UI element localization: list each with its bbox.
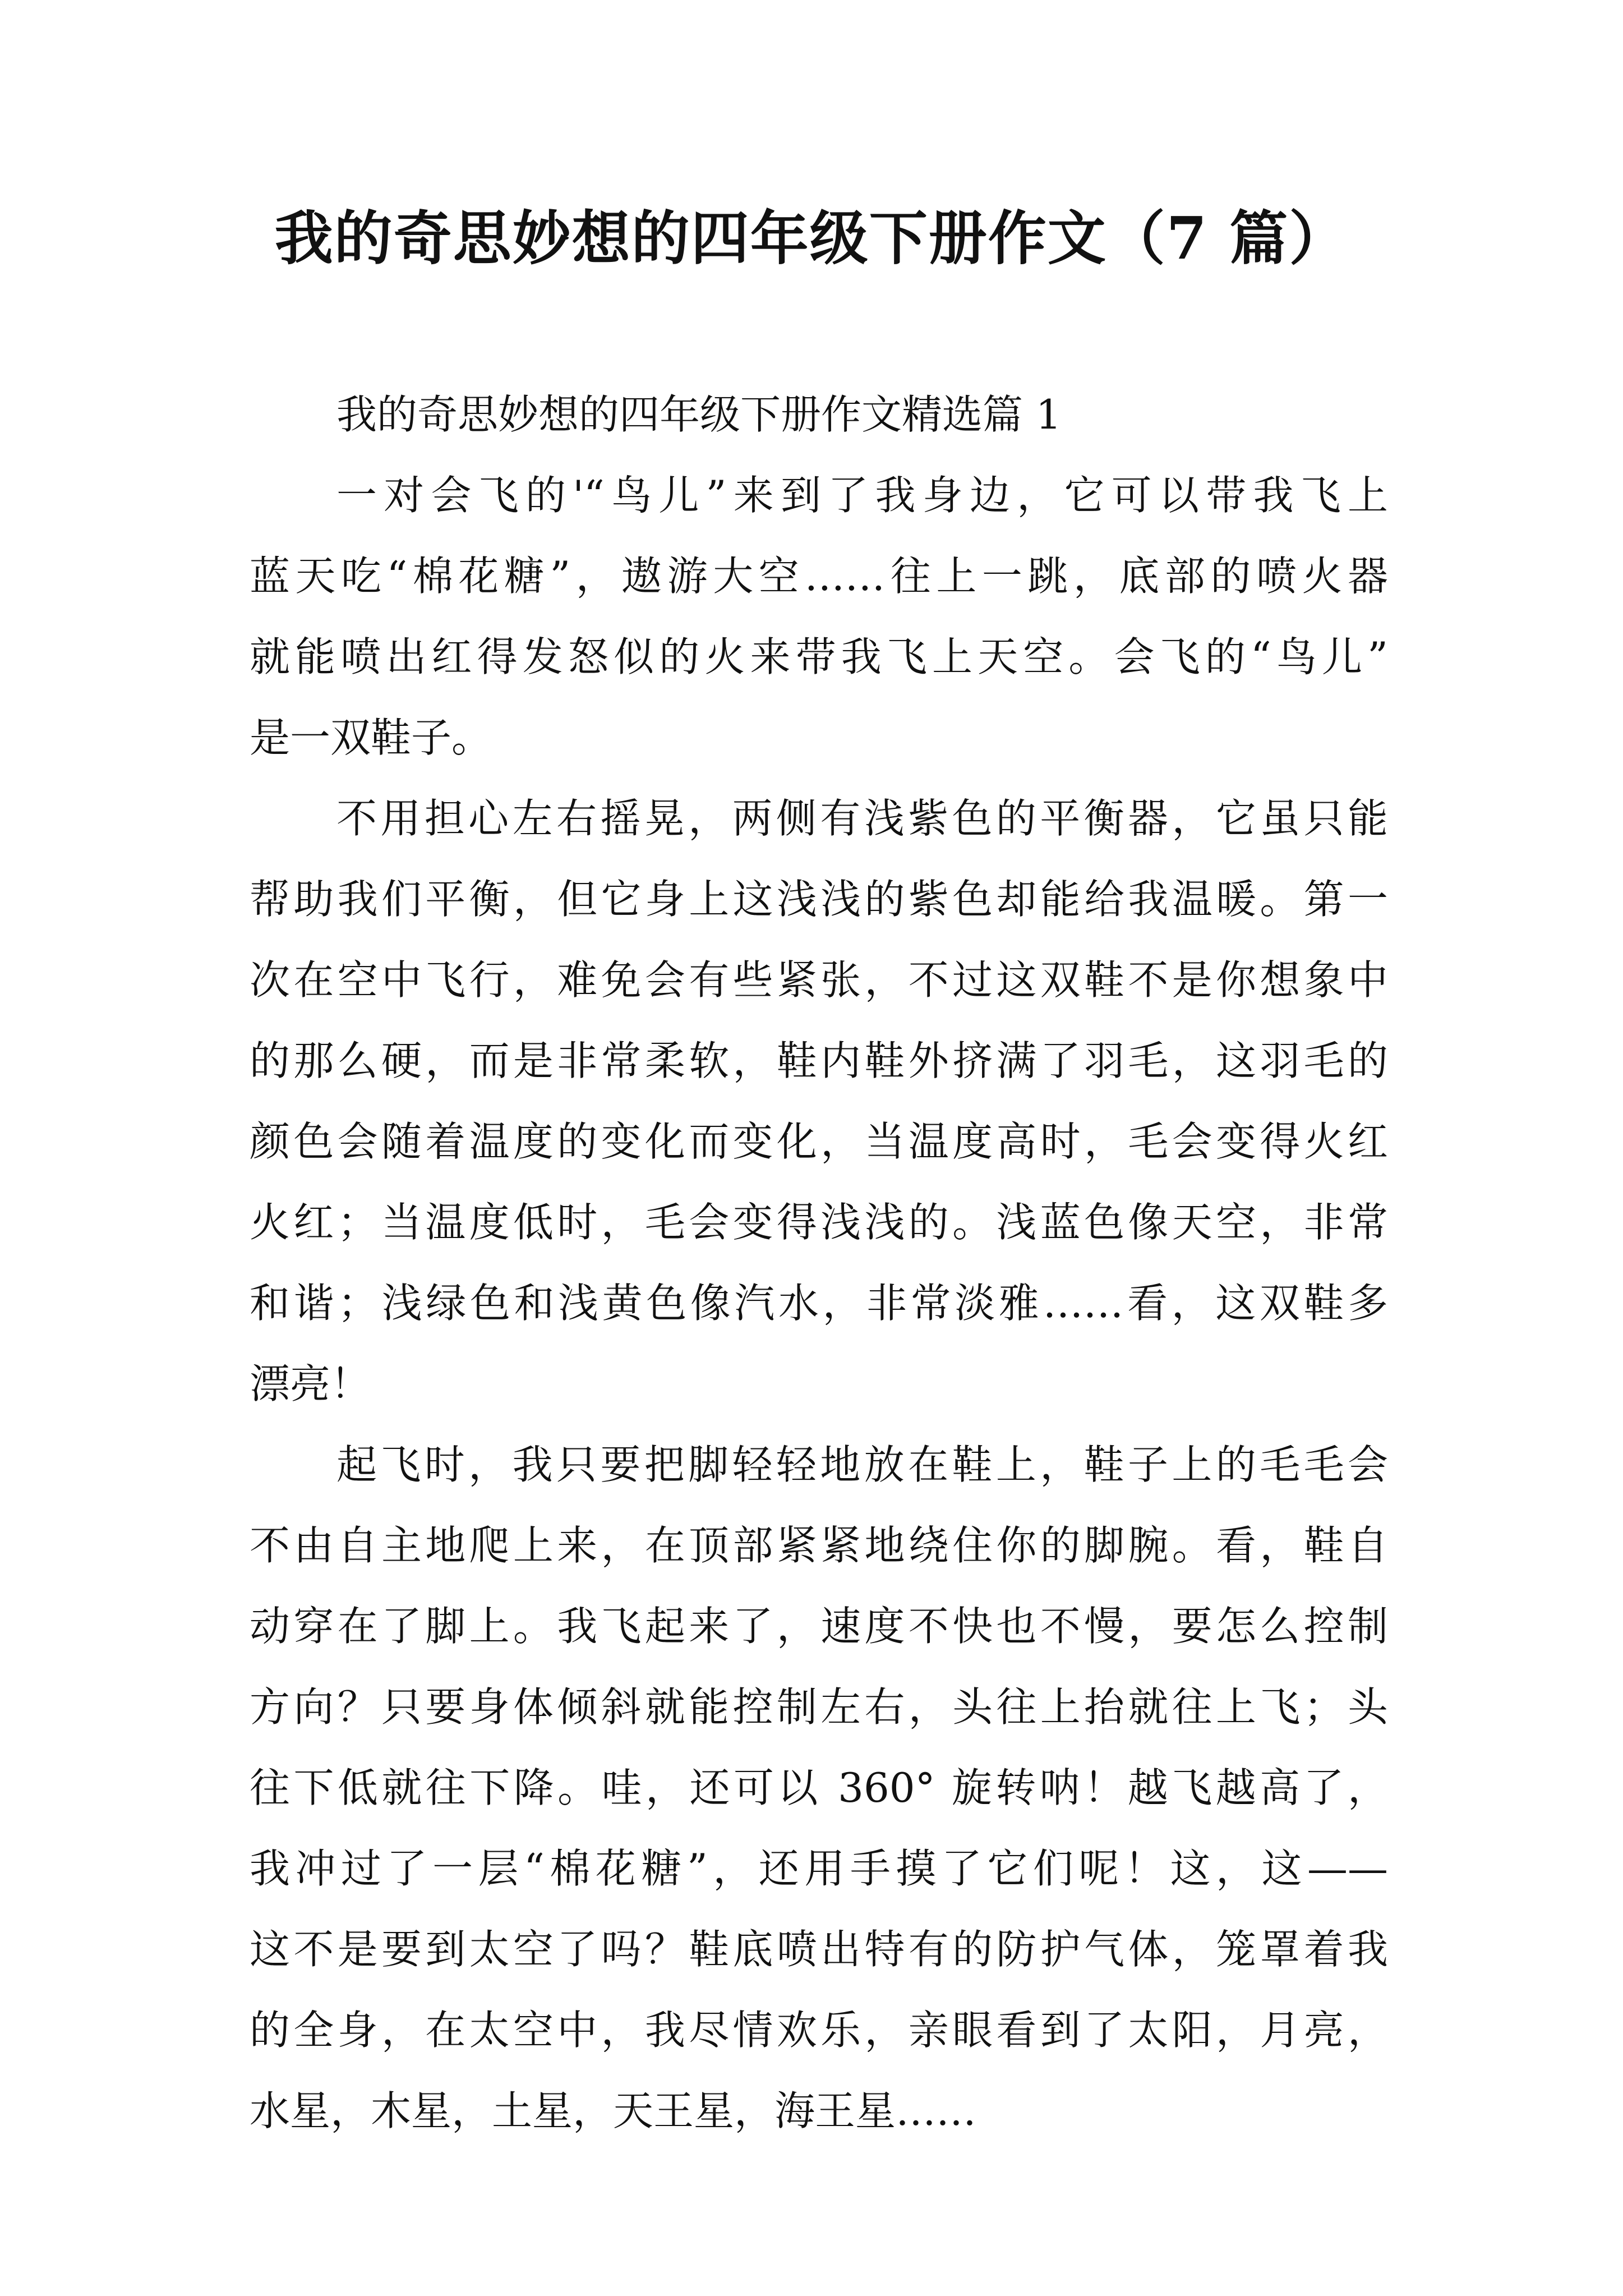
paragraph-line: 水星，木星，土星，天王星，海王星…… <box>250 2087 977 2134</box>
document-body <box>250 374 1388 2151</box>
paragraph-line: 不用担心左右摇晃，两侧有浅紫色的平衡器，它虽只能 <box>336 795 1388 842</box>
paragraph-line: 是一双鞋子。 <box>250 714 492 761</box>
paragraph-line: 不由自主地爬上来，在顶部紧紧地绕住你的脚腕。看，鞋自 <box>250 1522 1388 1569</box>
paragraph-line: 火红；当温度低时，毛会变得浅浅的。浅蓝色像天空，非常 <box>250 1199 1388 1246</box>
paragraph-line: 和谐；浅绿色和浅黄色像汽水，非常淡雅……看，这双鞋多 <box>250 1280 1388 1327</box>
paragraph-line: 帮助我们平衡，但它身上这浅浅的紫色却能给我温暖。第一 <box>250 876 1388 923</box>
paragraph-line: 这不是要到太空了吗？鞋底喷出特有的防护气体，笼罩着我 <box>250 1926 1388 1973</box>
paragraph-line: 方向？只要身体倾斜就能控制左右，头往上抬就往上飞；头 <box>250 1683 1388 1731</box>
paragraph-line: 一对会飞的'“鸟儿”来到了我身边，它可以带我飞上 <box>336 472 1388 519</box>
paragraph-line: 的全身，在太空中，我尽情欢乐，亲眼看到了太阳，月亮， <box>250 2007 1388 2054</box>
paragraph-line: 起飞时，我只要把脚轻轻地放在鞋上，鞋子上的毛毛会 <box>336 1441 1388 1488</box>
paragraph-line: 我冲过了一层“棉花糖”，还用手摸了它们呢！这，这—— <box>250 1845 1388 1892</box>
paragraph-line: 漂亮！ <box>250 1360 371 1407</box>
paragraph-line: 颜色会随着温度的变化而变化，当温度高时，毛会变得火红 <box>250 1118 1388 1165</box>
paragraph-line: 往下低就往下降。哇，还可以 360° 旋转呐！越飞越高了， <box>250 1764 1388 1811</box>
document-title: 我的奇思妙想的四年级下册作文（7 篇） <box>274 204 1349 273</box>
paragraph-2 <box>250 778 1388 1424</box>
paragraph-line: 的那么硬，而是非常柔软，鞋内鞋外挤满了羽毛，这羽毛的 <box>250 1037 1388 1084</box>
paragraph-1 <box>250 455 1388 778</box>
paragraph-line: 就能喷出红得发怒似的火来带我飞上天空。会飞的“鸟儿” <box>250 633 1388 680</box>
paragraph-3 <box>250 1424 1388 2151</box>
paragraph-line: 动穿在了脚上。我飞起来了，速度不快也不慢，要怎么控制 <box>250 1603 1388 1650</box>
paragraph-line: 次在空中飞行，难免会有些紧张，不过这双鞋不是你想象中 <box>250 956 1388 1004</box>
section-heading: 我的奇思妙想的四年级下册作文精选篇 1 <box>336 391 1062 438</box>
paragraph-line: 蓝天吃“棉花糖”，遨游大空……往上一跳，底部的喷火器 <box>250 553 1388 600</box>
